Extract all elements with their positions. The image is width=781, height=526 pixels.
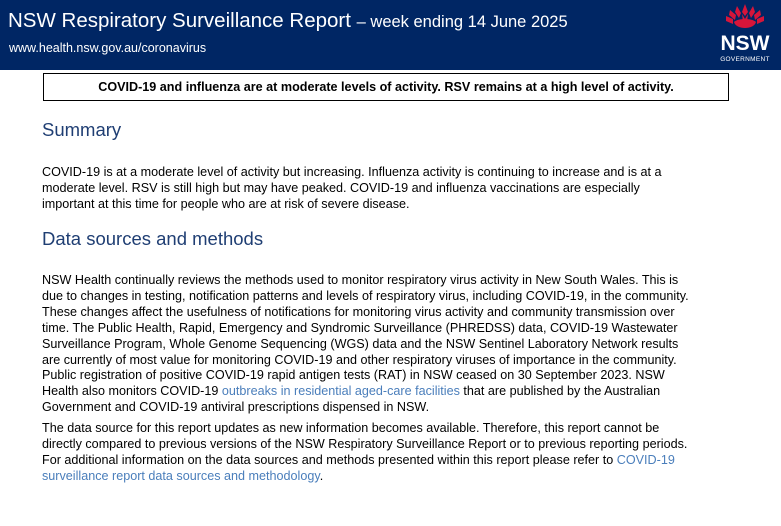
aged-care-outbreaks-link[interactable]: outbreaks in residential aged-care facilities: [221, 384, 460, 399]
key-message-box: [43, 73, 729, 101]
methods-text: For additional information on the data sources and methods presented within this report please refer to: [42, 452, 617, 467]
methods-text: Health also monitors COVID-19: [42, 384, 222, 399]
summary-paragraph: [42, 165, 732, 213]
methods-line: time. The Public Health, Rapid, Emergency and Syndromic Surveillance (PHREDSS) data, COVID-19 Wastewater: [42, 320, 678, 335]
methods-heading: Data sources and methods: [42, 228, 264, 249]
header-url: www.health.nsw.gov.au/coronavirus: [9, 41, 207, 55]
methodology-link[interactable]: COVID-19: [616, 452, 675, 467]
methods-line: Government and COVID-19 antiviral prescriptions dispensed in NSW.: [42, 400, 430, 415]
methods-paragraph-2: [42, 421, 732, 485]
methods-line: [42, 469, 732, 485]
header-banner: [0, 0, 781, 70]
logo-nsw-text: NSW: [720, 32, 770, 55]
logo-government-text: GOVERNMENT: [720, 56, 770, 63]
methods-line: directly compared to previous versions of the NSW Respiratory Surveillance Report or to previous reporting periods.: [42, 436, 688, 451]
summary-line: moderate level. RSV is still high but may have peaked. COVID-19 and influenza vaccinations are especially: [42, 180, 640, 195]
methods-text: that are published by the Australian: [459, 384, 661, 399]
methods-line: [42, 453, 732, 469]
summary-heading: Summary: [42, 119, 122, 140]
methods-line: [42, 384, 732, 400]
methods-line: due to changes in testing, notification patterns and levels of respiratory virus, including COVID-19, in the community.: [42, 288, 689, 303]
summary-line: important at this time for people who are at risk of severe disease.: [42, 196, 410, 211]
key-message-text: COVID-19 and influenza are at moderate levels of activity. RSV remains at a high level of activity.: [98, 80, 674, 94]
methods-line: NSW Health continually reviews the methods used to monitor respiratory virus activity in New South Wales. This is: [42, 273, 679, 287]
methods-text: .: [319, 468, 324, 483]
waratah-icon: [712, 0, 778, 34]
nsw-government-logo: [712, 0, 778, 68]
summary-line: COVID-19 is at a moderate level of activity but increasing. Influenza activity is continuing to increase and is at a: [42, 165, 662, 179]
methods-paragraph-1: [42, 273, 732, 416]
methodology-link[interactable]: surveillance report data sources and methodology: [42, 468, 320, 483]
methods-line: Surveillance Program, Whole Genome Sequencing (WGS) data and the NSW Sentinel Laboratory Network results: [42, 336, 679, 351]
report-title-text: NSW Respiratory Surveillance Report: [8, 9, 351, 32]
report-title: [8, 9, 568, 33]
report-week: – week ending 14 June 2025: [356, 13, 568, 31]
methods-line: The data source for this report updates as new information becomes available. Therefore, this report cannot be: [42, 421, 660, 435]
methods-line: are currently of most value for monitoring COVID-19 and other respiratory viruses of importance in the community.: [42, 352, 677, 367]
methods-line: These changes affect the usefulness of notifications for monitoring virus activity and community transmission over: [42, 304, 675, 319]
methods-line: Public registration of positive COVID-19 rapid antigen tests (RAT) in NSW ceased on 30 September 2023. NSW: [42, 368, 665, 383]
